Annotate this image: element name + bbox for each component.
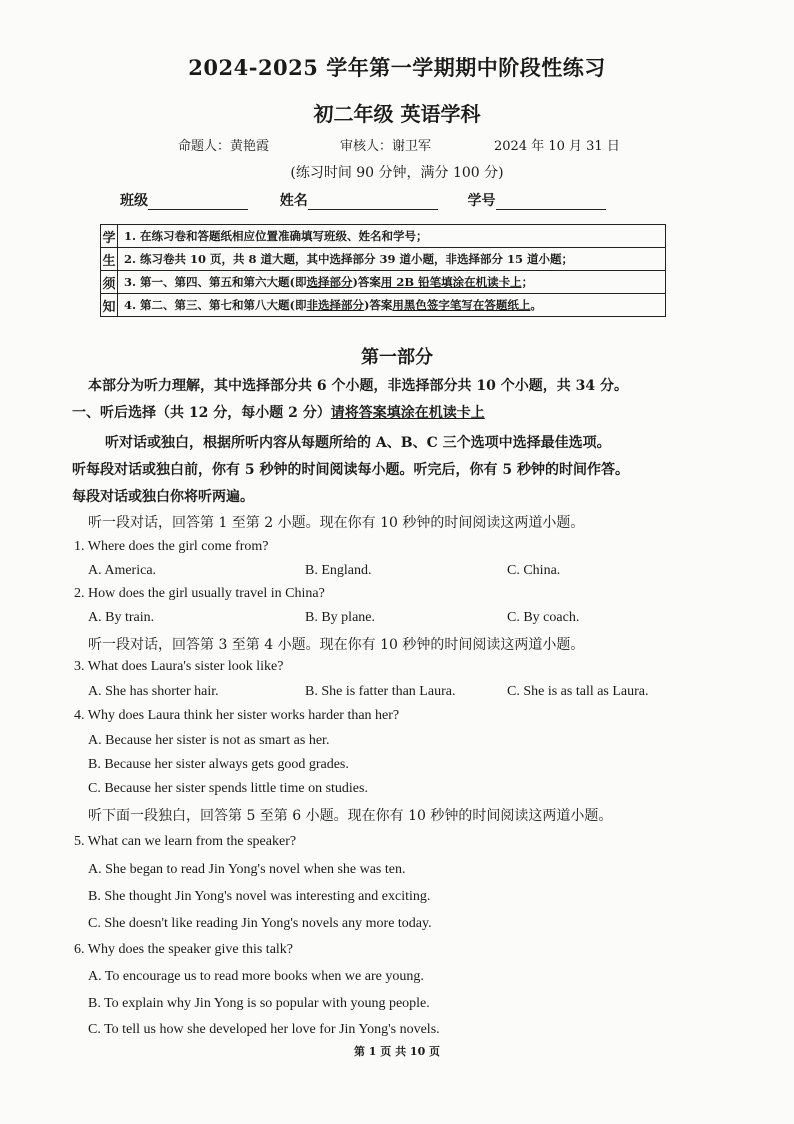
- question-2-option-a: A. By train.: [88, 610, 155, 625]
- question-3-option-c: C. She is as tall as Laura.: [507, 684, 649, 699]
- notice-side-char: 生: [101, 248, 118, 271]
- notice-item: 3. 第一、第四、第五和第六大题(即选择部分)答案用 2B 铅笔填涂在机读卡上；: [118, 271, 666, 294]
- notice-side-char: 学: [101, 225, 118, 248]
- student-info-row: [120, 190, 606, 210]
- question-2-stem: 2. How does the girl usually travel in China?: [74, 586, 325, 601]
- part-title: 第一部分: [361, 347, 433, 368]
- notice-item: 1. 在练习卷和答题纸相应位置准确填写班级、姓名和学号；: [118, 225, 666, 248]
- name-label: 姓名: [279, 193, 308, 209]
- question-6-option-a: A. To encourage us to read more books when we are young.: [88, 969, 424, 984]
- exam-date: 2024 年 10 月 31 日: [494, 139, 620, 154]
- question-4-option-c: C. Because her sister spends little time on studies.: [88, 781, 368, 796]
- id-label: 学号: [467, 193, 496, 209]
- class-label: 班级: [120, 193, 148, 209]
- direction-3: 听下面一段独白，回答第 5 至第 6 小题。现在你有 10 秒钟的时间阅读这两道小题。: [88, 808, 613, 824]
- question-4-option-a: A. Because her sister is not as smart as her.: [88, 733, 330, 748]
- page-footer: 第 1 页 共 10 页: [353, 1045, 441, 1058]
- section-heading: 一、听后选择（共 12 分，每小题 2 分）请将答案填涂在机读卡上: [72, 405, 485, 421]
- exam-title: 2024-2025 学年第一学期期中阶段性练习: [188, 55, 606, 80]
- time-note: (练习时间 90 分钟，满分 100 分): [290, 165, 504, 181]
- question-1-option-a: A. America.: [88, 563, 157, 578]
- question-1-option-c: C. China.: [507, 563, 561, 578]
- question-5-option-b: B. She thought Jin Yong's novel was interesting and exciting.: [88, 889, 431, 904]
- notice-side-char: 知: [101, 294, 118, 317]
- class-field[interactable]: [148, 209, 248, 210]
- question-3-stem: 3. What does Laura's sister look like?: [74, 659, 284, 674]
- question-6-stem: 6. Why does the speaker give this talk?: [74, 942, 294, 957]
- question-6-option-b: B. To explain why Jin Yong is so popular with young people.: [88, 996, 430, 1011]
- question-3-option-a: A. She has shorter hair.: [88, 684, 219, 699]
- notice-side-char: 须: [101, 271, 118, 294]
- id-field[interactable]: [496, 209, 606, 210]
- student-notice-box: [100, 224, 666, 317]
- question-1-option-b: B. England.: [305, 563, 372, 578]
- reviewer: 审核人：谢卫军: [340, 139, 432, 154]
- question-5-option-a: A. She began to read Jin Yong's novel when she was ten.: [88, 862, 406, 877]
- question-2-option-c: C. By coach.: [507, 610, 580, 625]
- question-3-option-b: B. She is fatter than Laura.: [305, 684, 456, 699]
- exam-subtitle: 初二年级 英语学科: [313, 102, 481, 126]
- question-5-stem: 5. What can we learn from the speaker?: [74, 834, 297, 849]
- question-2-option-b: B. By plane.: [305, 610, 375, 625]
- instruction-line: 听对话或独白，根据所听内容从每题所给的 A、B、C 三个选项中选择最佳选项。: [105, 435, 611, 451]
- part-intro: 本部分为听力理解，其中选择部分共 6 个小题，非选择部分共 10 个小题，共 34 分。: [88, 378, 628, 394]
- author: 命题人：黄艳霞: [178, 139, 270, 154]
- name-field[interactable]: [308, 209, 438, 210]
- question-5-option-c: C. She doesn't like reading Jin Yong's novels any more today.: [88, 916, 432, 931]
- notice-item: 2. 练习卷共 10 页，共 8 道大题，其中选择部分 39 道小题，非选择部分 15 道小题；: [118, 248, 666, 271]
- direction-1: 听一段对话，回答第 1 至第 2 小题。现在你有 10 秒钟的时间阅读这两道小题。: [88, 515, 585, 531]
- direction-2: 听一段对话，回答第 3 至第 4 小题。现在你有 10 秒钟的时间阅读这两道小题。: [88, 637, 585, 653]
- instruction-line: 听每段对话或独白前，你有 5 秒钟的时间阅读每小题。听完后，你有 5 秒钟的时间作答。: [72, 462, 629, 478]
- question-1-stem: 1. Where does the girl come from?: [74, 539, 269, 554]
- question-4-stem: 4. Why does Laura think her sister works harder than her?: [74, 708, 400, 723]
- question-6-option-c: C. To tell us how she developed her love for Jin Yong's novels.: [88, 1022, 440, 1037]
- question-4-option-b: B. Because her sister always gets good grades.: [88, 757, 349, 772]
- notice-item: 4. 第二、第三、第七和第八大题(即非选择部分)答案用黑色签字笔写在答题纸上。: [118, 294, 666, 317]
- instruction-line: 每段对话或独白你将听两遍。: [72, 489, 254, 505]
